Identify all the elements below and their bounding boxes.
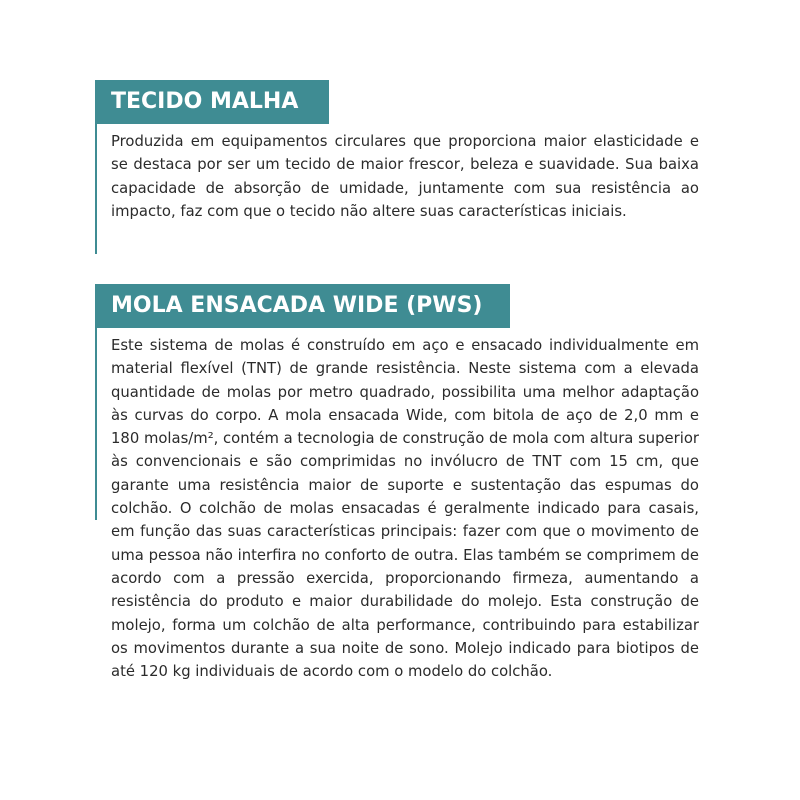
section-description: Este sistema de molas é construído em aço e ensacado individualmente em material flexível (TNT) de grande resistência. Neste sistema com a elevada quantidade de molas por metro quadrado, possibilita uma melhor adaptação às curvas do corpo. A mola ensacada Wide, com bitola de aço de 2,0 mm e 180 molas/m², contém a tecnologia de construção de mola com altura superior às convencionais e são comprimidas no invólucro de TNT com 15 cm, que garante uma resistência maior de suporte e sustentação das espumas do colchão. O colchão de molas ensacadas é geralmente indicado para casais, em função das suas características principais: fazer com que o movimento de uma pessoa não interfira no conforto de outra. Elas também se comprimem de acordo com a pressão exercida, proporcionando firmeza, aumentando a resistência do produto e maior durabilidade do molejo. Esta construção de molejo, forma um colchão de alta performance, contribuindo para estabilizar os movimentos durante a sua noite de sono. Molejo indicado para biotipos de até 120 kg individuais de acordo com o modelo do colchão. <box>111 337 699 681</box>
section-description: Produzida em equipamentos circulares que proporciona maior elasticidade e se destaca por ser um tecido de maior frescor, beleza e suavidade. Sua baixa capacidade de absorção de umidade, juntamente com sua resistência ao impacto, faz com que o tecido não altere suas características iniciais. <box>111 133 699 220</box>
section-title: MOLA ENSACADA WIDE (PWS) <box>95 284 510 328</box>
section-title: TECIDO MALHA <box>95 80 329 124</box>
